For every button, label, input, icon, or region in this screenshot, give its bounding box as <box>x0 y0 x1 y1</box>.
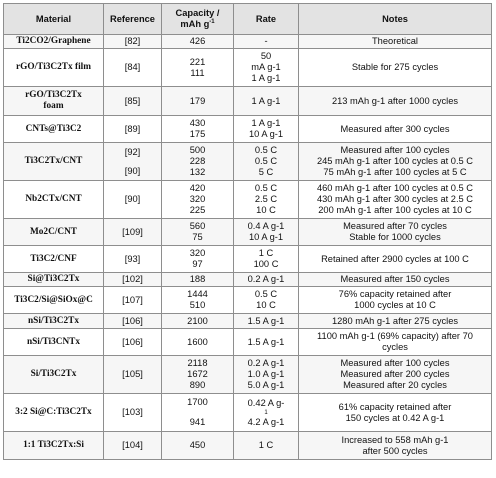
material-cell: CNTs@Ti3C2 <box>4 116 104 143</box>
capacity-cell: 2100 <box>162 314 234 329</box>
material-cell: Si/Ti3C2Tx <box>4 356 104 394</box>
material-cell: Nb2CTx/CNT <box>4 181 104 219</box>
notes-cell: Theoretical <box>299 35 492 49</box>
notes-cell: Retained after 2900 cycles at 100 C <box>299 246 492 273</box>
reference-cell: [90] <box>104 181 162 219</box>
notes-cell: 1100 mAh g-1 (69% capacity) after 70 cycles <box>299 329 492 356</box>
capacity-cell: 320 97 <box>162 246 234 273</box>
table-row <box>4 329 492 356</box>
notes-cell: Measured after 100 cycles Measured after 200 cycles Measured after 20 cycles <box>299 356 492 394</box>
material-cell: Si@Ti3C2Tx <box>4 273 104 287</box>
capacity-cell: 1700 941 <box>162 394 234 432</box>
capacity-cell: 420 320 225 <box>162 181 234 219</box>
rate-cell: - <box>234 35 299 49</box>
notes-cell: 61% capacity retained after 150 cycles at 0.42 A g-1 <box>299 394 492 432</box>
header-rate: Rate <box>234 4 299 35</box>
rate-cell: 1 C <box>234 432 299 460</box>
rate-cell: 0.5 C 10 C <box>234 287 299 314</box>
material-cell: Ti3C2/Si@SiOx@C <box>4 287 104 314</box>
table-row <box>4 116 492 143</box>
rate-cell: 0.2 A g-1 <box>234 273 299 287</box>
table-row <box>4 143 492 181</box>
rate-cell: 50 mA g-1 1 A g-1 <box>234 49 299 87</box>
table-row <box>4 432 492 460</box>
capacity-cell: 500 228 132 <box>162 143 234 181</box>
reference-cell: [89] <box>104 116 162 143</box>
notes-cell: 76% capacity retained after 1000 cycles at 10 C <box>299 287 492 314</box>
notes-cell: 460 mAh g-1 after 100 cycles at 0.5 C 430 mAh g-1 after 300 cycles at 2.5 C 200 mAh g-1 after 100 cycles at 10 C <box>299 181 492 219</box>
material-cell: 3:2 Si@C:Ti3C2Tx <box>4 394 104 432</box>
reference-cell: [103] <box>104 394 162 432</box>
table-row <box>4 49 492 87</box>
table-row <box>4 273 492 287</box>
rate-cell: 0.42 A g- 1 4.2 A g-1 <box>234 394 299 432</box>
reference-cell: [85] <box>104 87 162 116</box>
material-cell: rGO/Ti3C2Tx film <box>4 49 104 87</box>
reference-cell: [92] [90] <box>104 143 162 181</box>
material-cell: nSi/Ti3CNTx <box>4 329 104 356</box>
reference-cell: [105] <box>104 356 162 394</box>
rate-cell: 1 C 100 C <box>234 246 299 273</box>
data-table <box>3 3 492 460</box>
reference-cell: [102] <box>104 273 162 287</box>
rate-cell: 1 A g-1 <box>234 87 299 116</box>
reference-cell: [106] <box>104 329 162 356</box>
rate-cell: 0.4 A g-1 10 A g-1 <box>234 219 299 246</box>
header-capacity: Capacity / mAh $g^{-1}$ <box>162 4 234 35</box>
table-row <box>4 246 492 273</box>
notes-cell: Measured after 100 cycles 245 mAh g-1 after 100 cycles at 0.5 C 75 mAh g-1 after 100 cycles at 5 C <box>299 143 492 181</box>
capacity-cell: 560 75 <box>162 219 234 246</box>
header-reference: Reference <box>104 4 162 35</box>
table-row <box>4 356 492 394</box>
table-row <box>4 35 492 49</box>
table-row <box>4 314 492 329</box>
table-row <box>4 219 492 246</box>
notes-cell: Measured after 70 cycles Stable for 1000 cycles <box>299 219 492 246</box>
rate-cell: 1 A g-1 10 A g-1 <box>234 116 299 143</box>
material-cell: rGO/Ti3C2Tx foam <box>4 87 104 116</box>
table-row <box>4 394 492 432</box>
header-row <box>4 4 492 35</box>
capacity-cell: 430 175 <box>162 116 234 143</box>
capacity-cell: 426 <box>162 35 234 49</box>
reference-cell: [84] <box>104 49 162 87</box>
notes-cell: 1280 mAh g-1 after 275 cycles <box>299 314 492 329</box>
material-cell: Ti2CO2/Graphene <box>4 35 104 49</box>
material-cell: Ti3C2/CNF <box>4 246 104 273</box>
table-row <box>4 87 492 116</box>
header-material: Material <box>4 4 104 35</box>
header-notes: Notes <box>299 4 492 35</box>
capacity-cell: 450 <box>162 432 234 460</box>
notes-cell: Stable for 275 cycles <box>299 49 492 87</box>
material-cell: Mo2C/CNT <box>4 219 104 246</box>
material-cell: nSi/Ti3C2Tx <box>4 314 104 329</box>
capacity-cell: 1444 510 <box>162 287 234 314</box>
reference-cell: [109] <box>104 219 162 246</box>
reference-cell: [82] <box>104 35 162 49</box>
rate-cell: 1.5 A g-1 <box>234 329 299 356</box>
capacity-cell: 2118 1672 890 <box>162 356 234 394</box>
reference-cell: [106] <box>104 314 162 329</box>
table-row <box>4 287 492 314</box>
reference-cell: [104] <box>104 432 162 460</box>
rate-cell: 0.5 C 0.5 C 5 C <box>234 143 299 181</box>
rate-cell: 0.2 A g-1 1.0 A g-1 5.0 A g-1 <box>234 356 299 394</box>
capacity-cell: 221 111 <box>162 49 234 87</box>
rate-cell: 1.5 A g-1 <box>234 314 299 329</box>
material-cell: 1:1 Ti3C2Tx:Si <box>4 432 104 460</box>
capacity-cell: 179 <box>162 87 234 116</box>
notes-cell: Measured after 300 cycles <box>299 116 492 143</box>
notes-cell: Increased to 558 mAh g-1 after 500 cycles <box>299 432 492 460</box>
reference-cell: [107] <box>104 287 162 314</box>
rate-cell: 0.5 C 2.5 C 10 C <box>234 181 299 219</box>
reference-cell: [93] <box>104 246 162 273</box>
notes-cell: Measured after 150 cycles <box>299 273 492 287</box>
table-row <box>4 181 492 219</box>
capacity-cell: 1600 <box>162 329 234 356</box>
material-cell: Ti3C2Tx/CNT <box>4 143 104 181</box>
notes-cell: 213 mAh g-1 after 1000 cycles <box>299 87 492 116</box>
capacity-cell: 188 <box>162 273 234 287</box>
